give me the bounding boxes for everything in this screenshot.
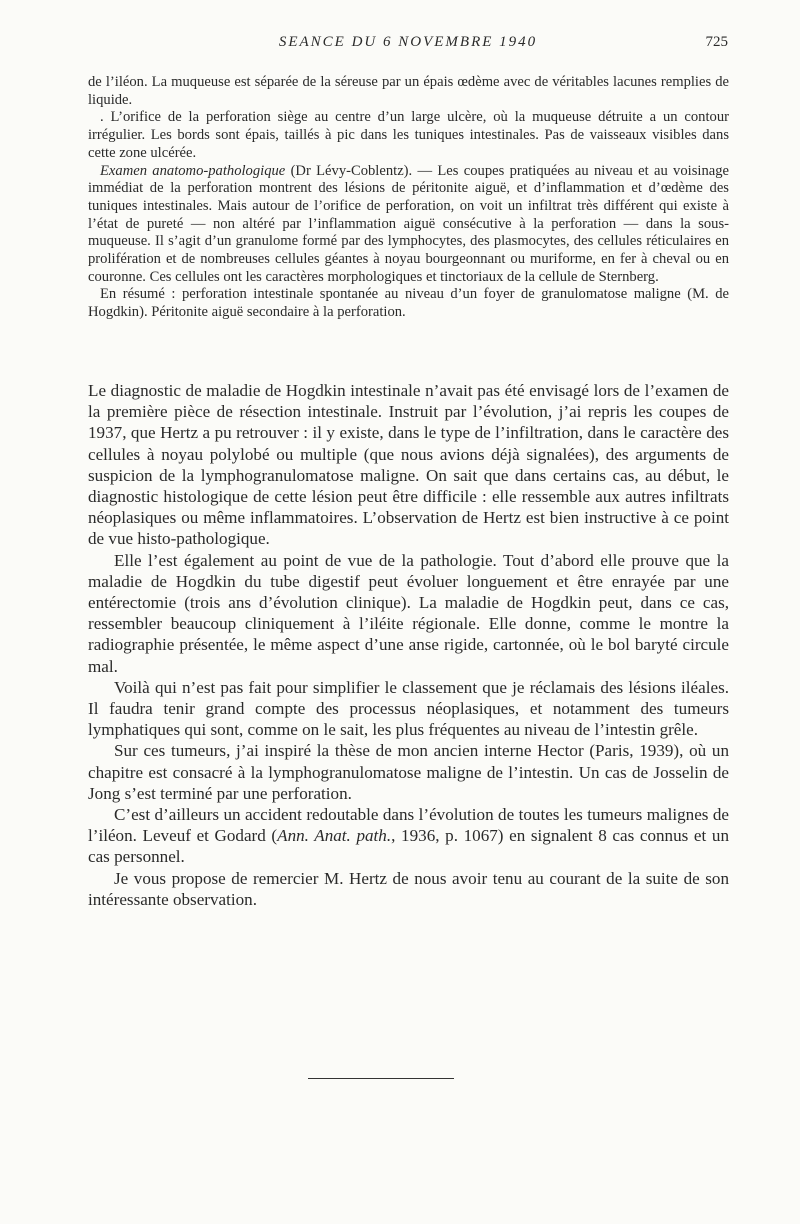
text-run: C’est d’ailleurs un accident redoutable dans l’évolution de toutes les tumeurs malignes de l’iléon. Leveuf et Godard ( <box>88 805 729 846</box>
case-report <box>88 74 729 322</box>
page-number: 725 <box>705 34 728 50</box>
page-header-title: SEANCE DU 6 NOVEMBRE 1940 <box>278 34 538 50</box>
text-run: , 1936, p. 1067) en signalent 8 cas connus et un cas personnel. <box>88 826 730 867</box>
journal-citation: Ann. Anat. path. <box>277 826 392 846</box>
commentary-paragraph-3: Voilà qui n’est pas fait pour simplifier le classement que je réclamais des lésions iléales. Il faudra tenir grand compte des processus néoplasiques, et notamment des tumeurs lymphatiques qui sont, comme on le sait, les plus fréquentes au niveau de l’intestin grêle. <box>88 677 729 740</box>
case-paragraph-2: . L’orifice de la perforation siège au centre d’un large ulcère, où la muqueuse détruite a un contour irrégulier. Les bords sont épais, taillés à pic dans les tuniques intestinales. Pas de vaisseaux visibles dans cette zone ulcérée. <box>88 109 729 161</box>
case-paragraph-1: de l’iléon. La muqueuse est séparée de la séreuse par un épais œdème avec de véritables lacunes remplies de liquide. <box>88 74 729 108</box>
commentary-paragraph-1: Le diagnostic de maladie de Hogdkin intestinale n’avait pas été envisagé lors de l’examen de la première pièce de résection intestinale. Instruit par l’évolution, j’ai repris les coupes de 1937, que Hertz a pu retrouver : il y existe, dans le type de l’infiltration, dans le caractère des cellules à noyau polylobé ou multiple (que nous avions déjà signalées), des arguments de suspicion de la lymphogranulomatose maligne. On sait que dans certains cas, au début, le diagnostic histologique de cette lésion peut être difficile : elle ressemble aux autres infiltrats néoplasiques ou même inflammatoires. L’observation de Hertz est bien instructive à ce point de vue histo-pathologique. <box>88 381 729 549</box>
commentary <box>88 380 729 910</box>
case-summary: En résumé : perforation intestinale spontanée au niveau d’un foyer de granulomatose maligne (M. de Hogdkin). Péritonite aiguë secondaire à la perforation. <box>88 286 729 321</box>
exam-heading: Examen anatomo-pathologique <box>100 162 286 179</box>
running-header <box>88 34 728 56</box>
commentary-paragraph-4: Sur ces tumeurs, j’ai inspiré la thèse de mon ancien interne Hector (Paris, 1939), où un chapitre est consacré à la lymphogranulomatose maligne de l’intestin. Un cas de Josselin de Jong s’est terminé par une perforation. <box>88 741 729 803</box>
commentary-paragraph-2: Elle l’est également au point de vue de la pathologie. Tout d’abord elle prouve que la maladie de Hogdkin du tube digestif peut évoluer longuement et être enrayée par une entérectomie (trois ans d’évolution clinique). La maladie de Hogdkin peut, dans ce cas, ressembler beaucoup cliniquement à l’iléite régionale. Elle donne, comme le montre la radiographie présentée, le même aspect d’une anse rigide, cartonnée, où le bol baryté circule mal. <box>88 550 729 676</box>
exam-body: (Dr Lévy-Coblentz). — Les coupes pratiquées au niveau et au voisinage immédiat de la perforation montrent des lésions de péritonite aiguë, et d’inflammation et d’œdème des tuniques intestinales. Mais autour de l’orifice de perforation, on voit un infiltrat très différent qui existe à l’état de pureté — non altéré par l’inflammation aiguë consécutive à la perforation — dans la sous-muqueuse. Il s’agit d’un granulome formé par des lymphocytes, des plasmocytes, des cellules réticulaires en prolifération et de nombreuses cellules géantes à noyau bourgeonnant ou muriforme, en fer à cheval ou en couronne. Ces cellules ont les caractères morphologiques et tinctoriaux de la cellule de Sternberg. <box>88 162 729 285</box>
commentary-paragraph-5 <box>88 804 729 868</box>
end-rule <box>308 1078 454 1079</box>
case-paragraph-3 <box>88 163 729 287</box>
commentary-paragraph-6: Je vous propose de remercier M. Hertz de nous avoir tenu au courant de la suite de son intéressante observation. <box>88 868 729 909</box>
